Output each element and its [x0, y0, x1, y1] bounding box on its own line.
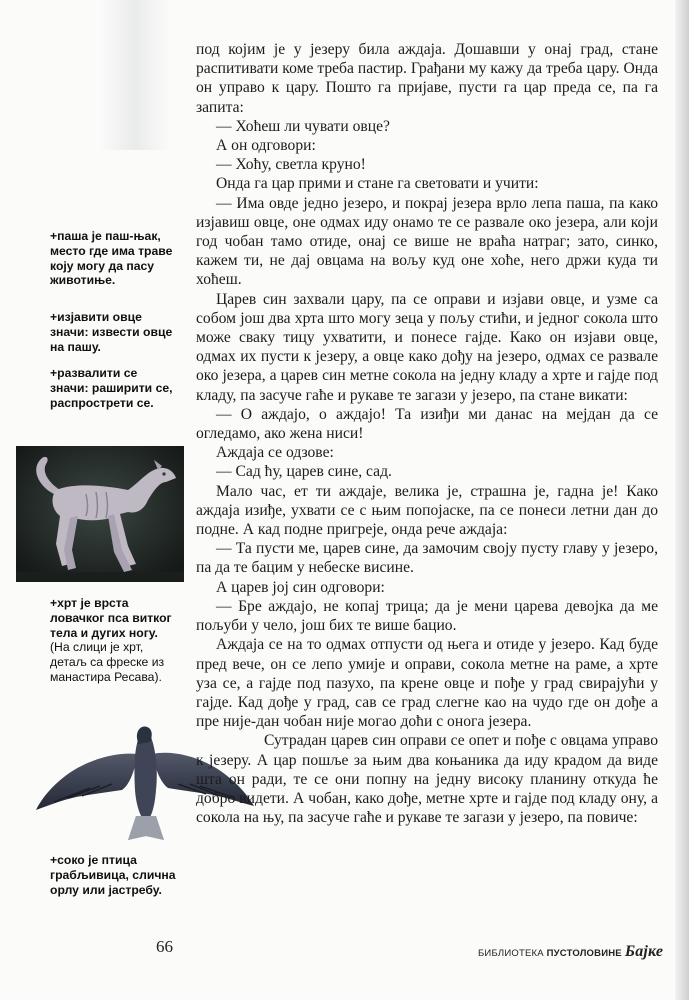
- glossary-note-razvaliti: [50, 366, 178, 410]
- story-text-column: [196, 40, 658, 827]
- story-paragraph: А он одговори:: [216, 137, 316, 155]
- greyhound-fresco-image: [16, 446, 184, 582]
- note-bullet: +: [50, 310, 58, 324]
- glossary-note-izjaviti: [50, 310, 178, 354]
- note-bullet: +: [50, 596, 58, 610]
- note-keyword: паша: [57, 229, 89, 243]
- note-image-caption: (На слици је хрт, детаљ са фреске из манастира Ресава).: [50, 640, 165, 684]
- page-edge-shadow: [675, 0, 689, 1000]
- note-keyword: изјавити овце: [57, 310, 142, 324]
- bleed-through-shadow: [100, 0, 170, 150]
- glossary-note-hrt: [50, 596, 178, 685]
- story-paragraph: Онда га цар прими и стане га световати и учити:: [216, 175, 539, 193]
- story-dialogue: — Бре аждајо, не копај трица; да је мени царева девојка да ме пољуби у чело, још бих те више бацио.: [196, 597, 658, 635]
- story-paragraph: Аждаја се на то одмах отпусти од њега и отиде у језеро. Кад буде пред вече, он се лепо умије и оправи, сокола метне на раме, а хрте уза се, а гајде под пазухо, па крене овце и пође у град свирајући у гајде. Кад дође у град, сав се град слегне као на чудо где он дође а пре није-дан чобан није могао доћи с онога језера.: [196, 636, 658, 731]
- series-title: Бајке: [624, 943, 664, 960]
- story-paragraph: Сутрадан царев син оправи се опет и пође с овцама управо к језеру. А цар пошље за њим два коњаника да иду крадом да виде шта он ради, те се они попну на једну високу планину откуда ће добро видети. А чобан, како дође, метне хрте и гајде под кладу ону, а сокола на њу, па засуче гаће и рукаве те загази у језеро, па повиче:: [196, 732, 658, 827]
- story-dialogue: — О аждајо, о аждајо! Та изиђи ми данас на мејдан да се огледамо, ако жена ниси!: [196, 405, 658, 443]
- story-dialogue: — Има овде једно језеро, и покрај језера врло лепа паша, па како изјавиш овце, оне одмах иду онамо те се развале око језера, али који год чобан тамо отиде, онај се више не враћа натраг; зато, синко, кажем ти, не дај овцама на вољу куд оне хоће, него држи куда ти хоћеш.: [196, 194, 658, 289]
- note-keyword: развалити: [57, 366, 121, 380]
- note-text: је паш-њак, место где има траве коју могу да пасу животиње.: [50, 229, 173, 288]
- story-dialogue: — Сад ћу, царев сине, сад.: [216, 463, 392, 481]
- story-dialogue: — Та пусти ме, царев сине, да замочим своју пусту главу у језеро, па да те бацим у небеске висине.: [196, 540, 658, 577]
- story-paragraph: Мало час, ет ти аждаје, велика је, страшна је, гадна је! Како аждаја изиђе, ухвати се с њим попојаске, па се понеси летни дан до подне. А кад подне пригреје, онда рече аждаја:: [196, 482, 658, 539]
- series-library: БИБЛИОТЕКА: [478, 948, 544, 959]
- page-number: 66: [156, 937, 173, 956]
- story-dialogue: — Хоћеш ли чувати овце?: [216, 117, 390, 135]
- story-paragraph: Аждаја се одзове:: [216, 444, 334, 462]
- note-bullet: +: [50, 853, 58, 867]
- note-bullet: +: [50, 229, 58, 243]
- note-bullet: +: [50, 366, 58, 380]
- series-label: [478, 943, 663, 961]
- glossary-note-soko: [50, 853, 178, 897]
- note-text: значи: извести овце на пашу.: [50, 324, 173, 354]
- note-text: се значи: раширити се, распрострети се.: [50, 366, 173, 410]
- story-paragraph: А царев јој син одговори:: [216, 578, 385, 596]
- note-keyword: соко: [57, 853, 85, 867]
- series-name: ПУСТОЛОВИНЕ: [546, 948, 622, 959]
- note-keyword: хрт: [57, 596, 78, 610]
- story-paragraph: Царев син захвали цару, па се оправи и изјави овце, и узме са собом још два хрта што могу зеца у пољу стићи, и једног сокола што може сваку тицу ухватити, и понесе гајде. Како он изјави овце, одмах их пусти к језеру, а овце како дођу на језеро, одмах се развале око језера, а царев син метне сокола на једну кладу а хрте и гајде под кладу, па засуче гаће и рукаве те загази у језеро, па стане викати:: [196, 290, 658, 404]
- note-text: је птица грабљивица, слична орлу или јастребу.: [50, 853, 176, 897]
- story-paragraph: под којим је у језеру била аждаја. Дошавши у онај град, стане распитивати коме треба пастир. Грађани му кажу да треба цару. Онда он управо к цару. Пошто га пријаве, пусти га цар преда се, па га запита:: [196, 41, 658, 116]
- greyhound-icon: [16, 446, 184, 582]
- story-dialogue: — Хоћу, светла круно!: [216, 156, 366, 174]
- glossary-note-pasha: [50, 229, 178, 288]
- note-text: је врста ловачког пса витког тела и дугих ногу.: [50, 596, 172, 640]
